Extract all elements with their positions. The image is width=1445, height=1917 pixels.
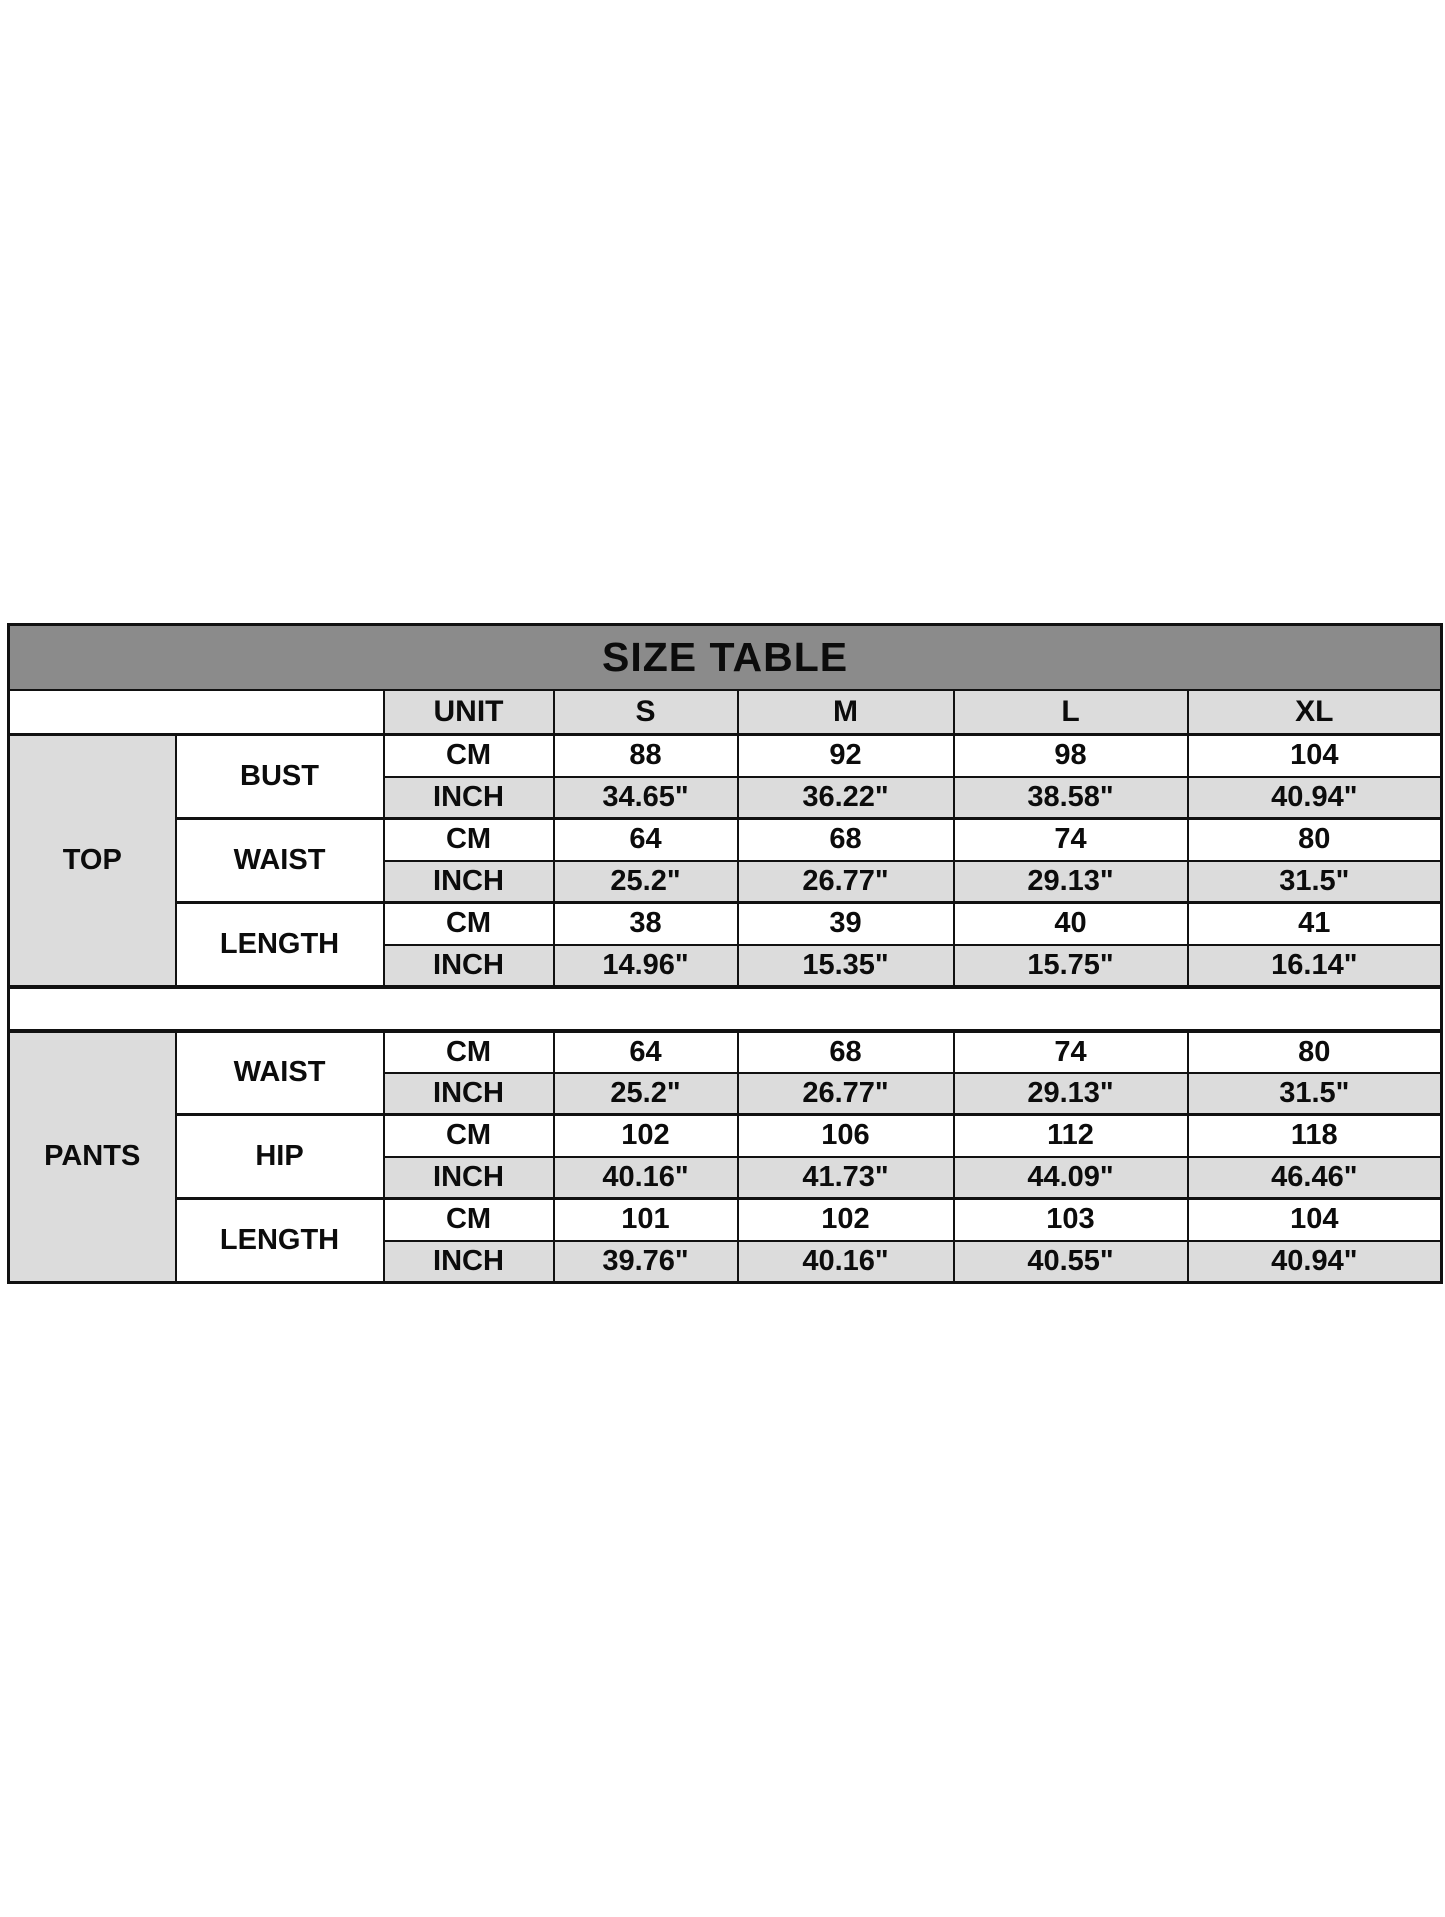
cell-top-waist-cm-s: 64 — [554, 819, 738, 861]
size-table — [7, 623, 1443, 1284]
header-size-xl: XL — [1188, 690, 1442, 735]
cell-top-waist-cm-xl: 80 — [1188, 819, 1442, 861]
unit-label-cm: CM — [384, 819, 554, 861]
cell-pants-hip-inch-s: 40.16" — [554, 1157, 738, 1199]
section-label-pants: PANTS — [9, 1031, 176, 1283]
cell-pants-hip-inch-l: 44.09" — [954, 1157, 1188, 1199]
table-row-top-bust-cm — [9, 735, 1442, 777]
cell-top-length-cm-m: 39 — [738, 903, 954, 945]
measure-label-waist: WAIST — [176, 819, 384, 903]
unit-label-cm: CM — [384, 1199, 554, 1241]
cell-pants-hip-cm-xl: 118 — [1188, 1115, 1442, 1157]
cell-pants-length-cm-m: 102 — [738, 1199, 954, 1241]
section-separator-row — [9, 987, 1442, 1031]
cell-pants-waist-cm-xl: 80 — [1188, 1031, 1442, 1073]
unit-label-inch: INCH — [384, 1157, 554, 1199]
cell-top-waist-cm-l: 74 — [954, 819, 1188, 861]
header-size-l: L — [954, 690, 1188, 735]
unit-label-cm: CM — [384, 903, 554, 945]
cell-top-length-cm-l: 40 — [954, 903, 1188, 945]
measure-label-bust: BUST — [176, 735, 384, 819]
table-row-top-length-cm — [9, 903, 1442, 945]
cell-top-waist-inch-s: 25.2" — [554, 861, 738, 903]
measure-label-length: LENGTH — [176, 903, 384, 987]
cell-top-bust-cm-s: 88 — [554, 735, 738, 777]
cell-top-bust-cm-m: 92 — [738, 735, 954, 777]
unit-label-cm: CM — [384, 1115, 554, 1157]
cell-top-waist-inch-xl: 31.5" — [1188, 861, 1442, 903]
cell-pants-waist-cm-l: 74 — [954, 1031, 1188, 1073]
cell-top-length-inch-m: 15.35" — [738, 945, 954, 987]
cell-top-waist-inch-m: 26.77" — [738, 861, 954, 903]
cell-top-bust-cm-xl: 104 — [1188, 735, 1442, 777]
cell-pants-length-inch-m: 40.16" — [738, 1241, 954, 1283]
cell-pants-waist-inch-l: 29.13" — [954, 1073, 1188, 1115]
cell-top-waist-cm-m: 68 — [738, 819, 954, 861]
section-label-top: TOP — [9, 735, 176, 987]
unit-label-inch: INCH — [384, 777, 554, 819]
cell-pants-length-cm-l: 103 — [954, 1199, 1188, 1241]
cell-pants-length-cm-s: 101 — [554, 1199, 738, 1241]
cell-top-length-cm-xl: 41 — [1188, 903, 1442, 945]
cell-top-length-inch-s: 14.96" — [554, 945, 738, 987]
header-size-s: S — [554, 690, 738, 735]
cell-top-length-inch-l: 15.75" — [954, 945, 1188, 987]
title-row — [9, 625, 1442, 690]
unit-label-inch: INCH — [384, 1241, 554, 1283]
cell-top-length-cm-s: 38 — [554, 903, 738, 945]
cell-pants-length-inch-s: 39.76" — [554, 1241, 738, 1283]
cell-top-bust-cm-l: 98 — [954, 735, 1188, 777]
table-title: SIZE TABLE — [9, 625, 1442, 690]
cell-top-bust-inch-l: 38.58" — [954, 777, 1188, 819]
unit-label-cm: CM — [384, 1031, 554, 1073]
cell-pants-waist-inch-s: 25.2" — [554, 1073, 738, 1115]
cell-top-bust-inch-s: 34.65" — [554, 777, 738, 819]
cell-pants-length-inch-l: 40.55" — [954, 1241, 1188, 1283]
cell-top-length-inch-xl: 16.14" — [1188, 945, 1442, 987]
unit-label-inch: INCH — [384, 1073, 554, 1115]
cell-top-bust-inch-m: 36.22" — [738, 777, 954, 819]
cell-pants-waist-cm-s: 64 — [554, 1031, 738, 1073]
table-row-top-waist-cm — [9, 819, 1442, 861]
measure-label-length: LENGTH — [176, 1199, 384, 1283]
header-unit: UNIT — [384, 690, 554, 735]
header-size-m: M — [738, 690, 954, 735]
measure-label-hip: HIP — [176, 1115, 384, 1199]
header-blank-cell — [9, 690, 384, 735]
table-row-pants-waist-cm — [9, 1031, 1442, 1073]
unit-label-inch: INCH — [384, 945, 554, 987]
cell-pants-hip-cm-m: 106 — [738, 1115, 954, 1157]
measure-label-waist: WAIST — [176, 1031, 384, 1115]
cell-pants-length-cm-xl: 104 — [1188, 1199, 1442, 1241]
table-row-pants-length-cm — [9, 1199, 1442, 1241]
separator-cell — [9, 987, 1442, 1031]
unit-label-cm: CM — [384, 735, 554, 777]
cell-pants-waist-inch-m: 26.77" — [738, 1073, 954, 1115]
cell-pants-hip-inch-xl: 46.46" — [1188, 1157, 1442, 1199]
cell-top-bust-inch-xl: 40.94" — [1188, 777, 1442, 819]
cell-pants-hip-inch-m: 41.73" — [738, 1157, 954, 1199]
cell-pants-waist-inch-xl: 31.5" — [1188, 1073, 1442, 1115]
cell-pants-length-inch-xl: 40.94" — [1188, 1241, 1442, 1283]
cell-pants-waist-cm-m: 68 — [738, 1031, 954, 1073]
unit-label-inch: INCH — [384, 861, 554, 903]
cell-top-waist-inch-l: 29.13" — [954, 861, 1188, 903]
cell-pants-hip-cm-s: 102 — [554, 1115, 738, 1157]
header-row — [9, 690, 1442, 735]
cell-pants-hip-cm-l: 112 — [954, 1115, 1188, 1157]
table-row-pants-hip-cm — [9, 1115, 1442, 1157]
